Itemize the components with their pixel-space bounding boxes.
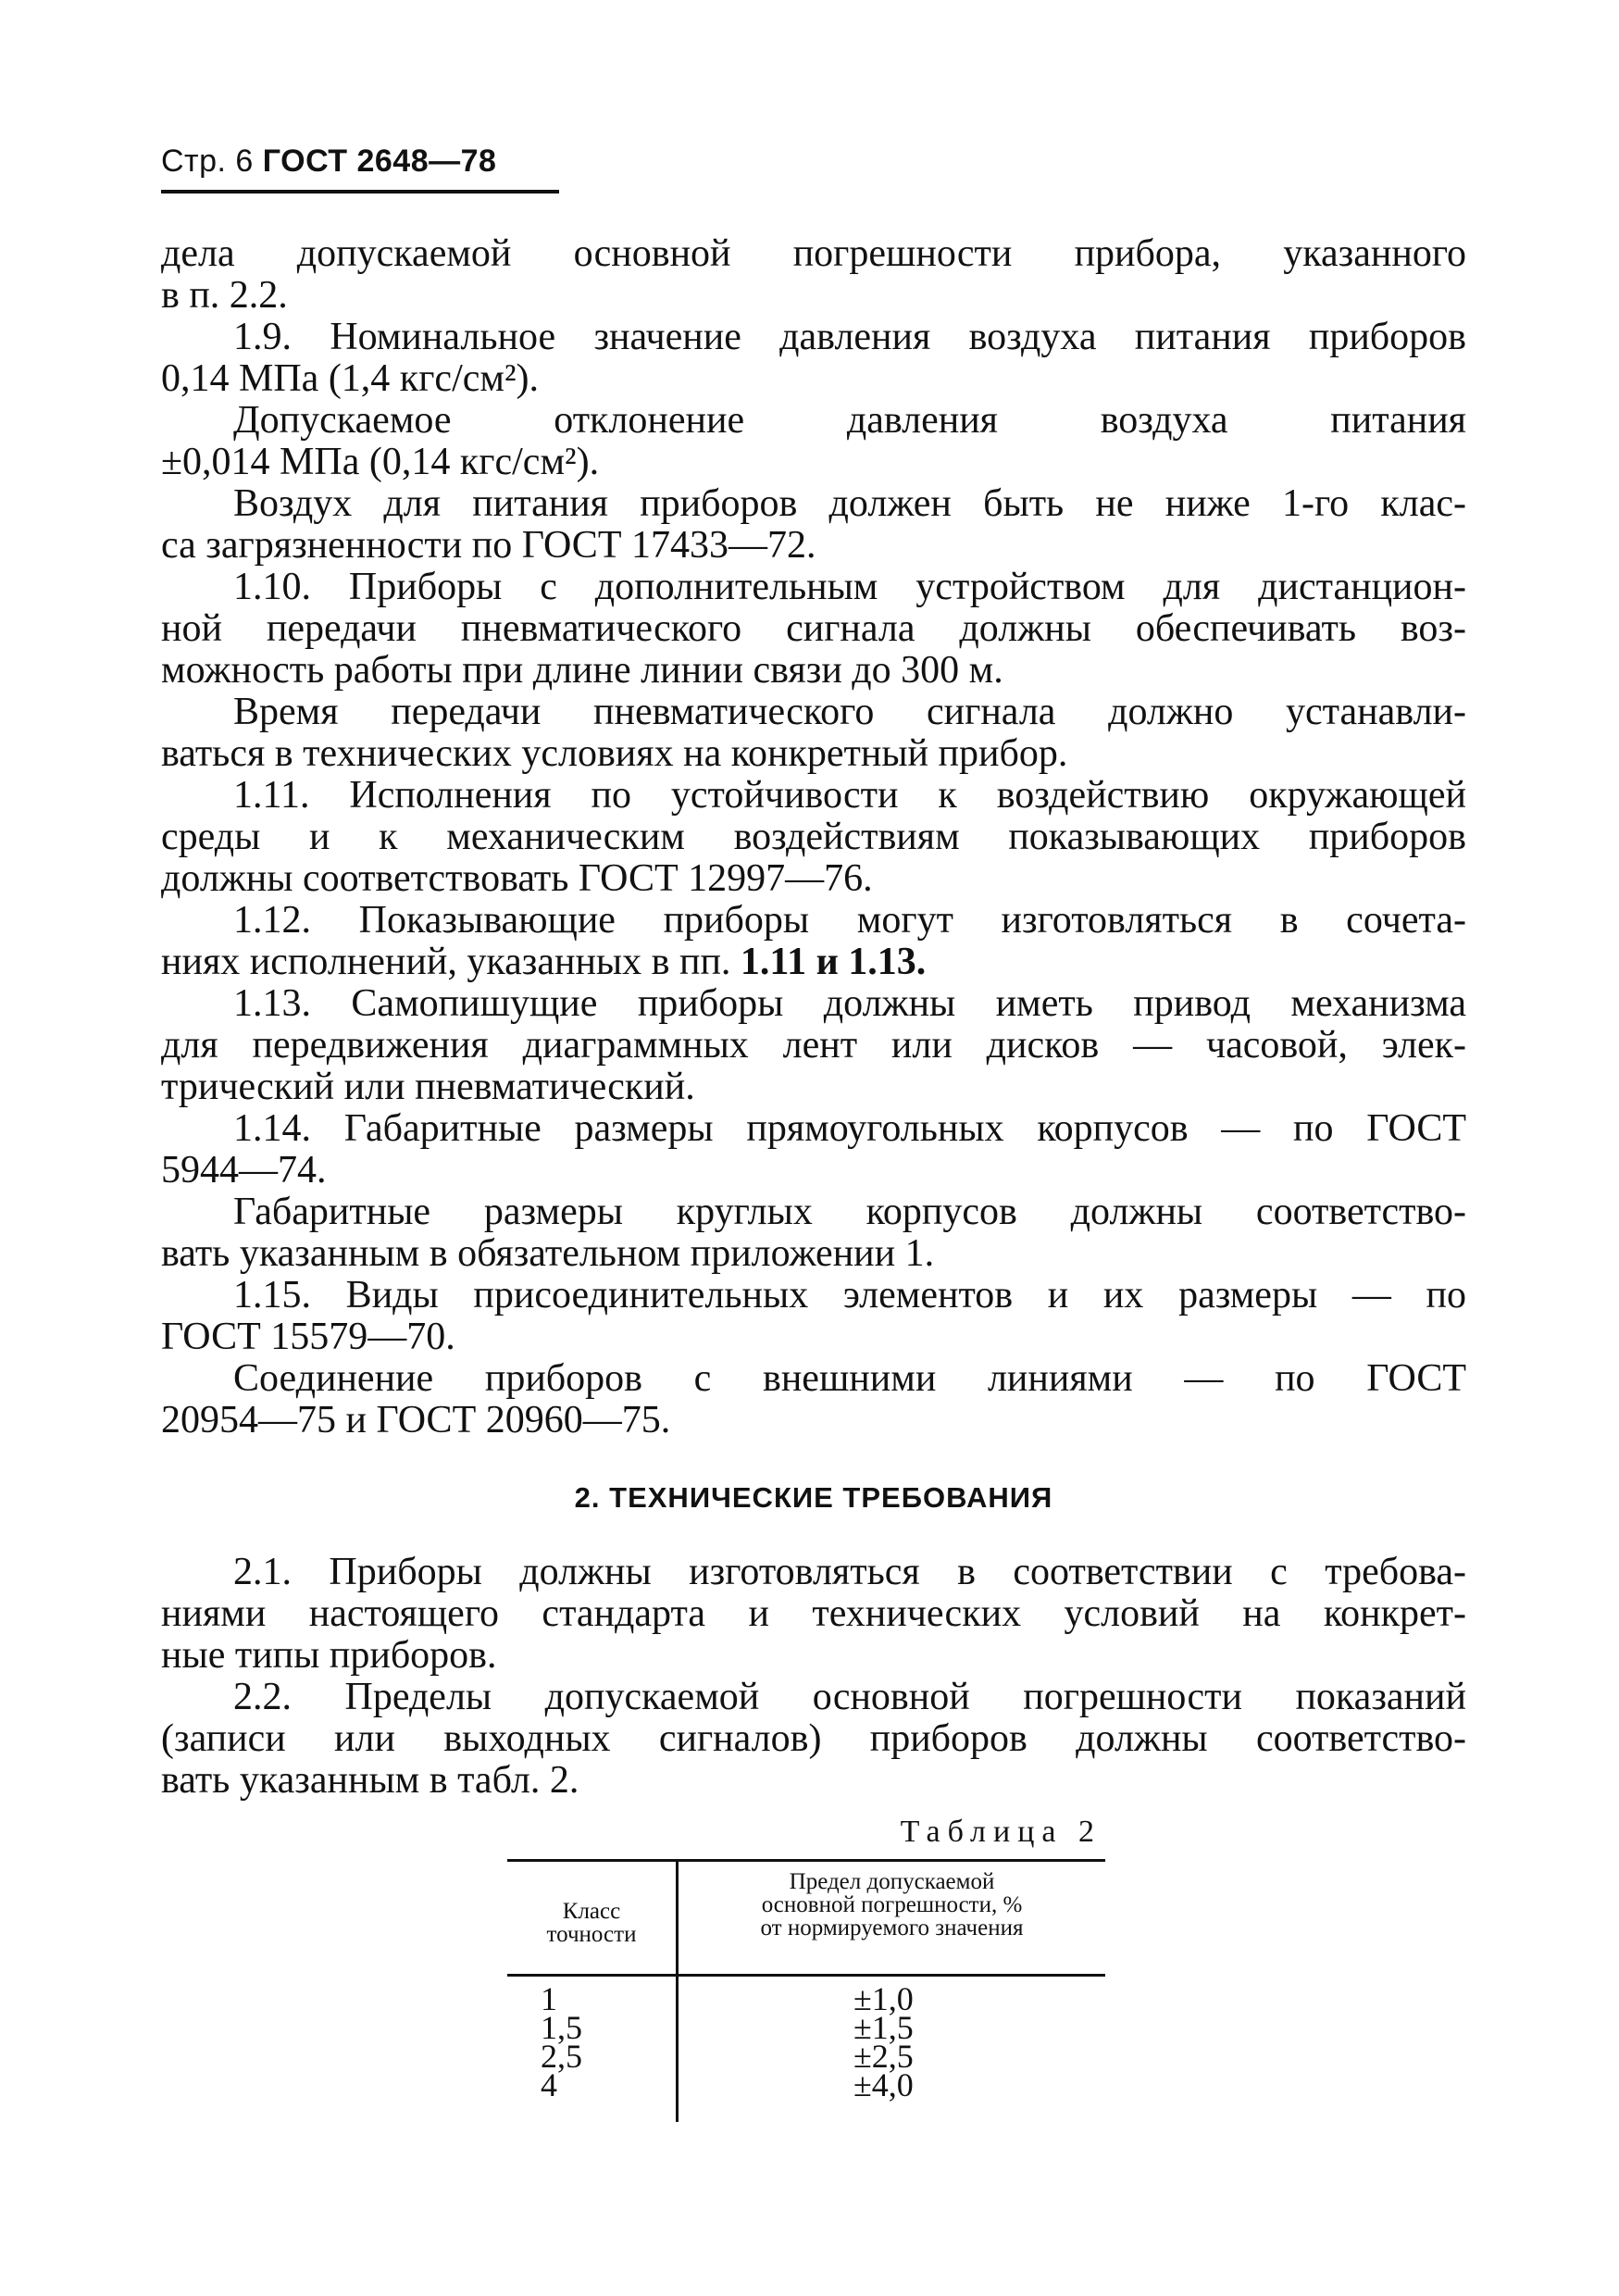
bold-reference: 1.11 и 1.13. xyxy=(740,941,927,983)
text-line: Габаритные размеры круглых корпусов должны соответство- xyxy=(233,1191,1466,1233)
document-code: ГОСТ 2648—78 xyxy=(262,144,497,179)
table-cell: 2,5 xyxy=(541,2038,582,2075)
text-line: Допускаемое отклонение давления воздуха питания xyxy=(233,399,1466,442)
text-line: можность работы при длине линии связи до 300 м. xyxy=(161,649,1003,692)
text-line: 1.11. Исполнения по устойчивости к воздействию окружающей xyxy=(233,774,1466,817)
text-line: Соединение приборов с внешними линиями — по ГОСТ xyxy=(233,1357,1466,1400)
body-text-section-1 xyxy=(161,233,1466,1441)
table-top-rule xyxy=(507,1859,1105,1862)
header-line: Класс xyxy=(562,1899,621,1924)
page-header xyxy=(161,144,496,180)
text-line: 1.9. Номинальное значение давления воздуха питания приборов xyxy=(233,316,1466,358)
text-line: (записи или выходных сигналов) приборов должны соответство- xyxy=(161,1717,1466,1760)
table-cell: 1 xyxy=(541,1980,557,2017)
text-line: в п. 2.2. xyxy=(161,274,288,317)
text-line: вать указанным в табл. 2. xyxy=(161,1759,579,1802)
text-line: трический или пневматический. xyxy=(161,1066,695,1108)
page-number: Стр. 6 xyxy=(161,144,254,179)
table-caption: Таблица 2 xyxy=(900,1815,1102,1849)
text-line: 2.1. Приборы должны изготовляться в соответствии с требова- xyxy=(233,1551,1466,1593)
text-line: 1.15. Виды присоединительных элементов и их размеры — по xyxy=(233,1274,1466,1316)
text-line: ваться в технических условиях на конкретный прибор. xyxy=(161,732,1068,775)
header-line: точности xyxy=(546,1922,637,1947)
text-line: среды и к механическим воздействиям показывающих приборов xyxy=(161,816,1466,858)
error-limit-column xyxy=(853,1980,914,2103)
body-text-section-2 xyxy=(161,1552,1466,1802)
text-line: 1.13. Самопишущие приборы должны иметь привод механизма xyxy=(233,982,1466,1025)
text-line: дела допускаемой основной погрешности прибора, указанного xyxy=(161,232,1466,275)
text-line: 5944—74. xyxy=(161,1149,327,1192)
table-cell: ±4,0 xyxy=(853,2066,914,2103)
table-cell: ±1,5 xyxy=(853,2009,914,2046)
header-line: от нормируемого значения xyxy=(760,1915,1024,1940)
text-line: для передвижения диаграммных лент или дисков — часовой, элек- xyxy=(161,1024,1466,1067)
text-line xyxy=(161,942,1466,983)
header-line: Предел допускаемой xyxy=(789,1869,995,1894)
text-line: ниями настоящего стандарта и технических условий на конкрет- xyxy=(161,1592,1466,1635)
text-line: ные типы приборов. xyxy=(161,1634,497,1677)
text-line: вать указанным в обязательном приложении 1. xyxy=(161,1232,935,1275)
text-line: 2.2. Пределы допускаемой основной погрешности показаний xyxy=(233,1676,1466,1718)
table-cell: ±2,5 xyxy=(853,2038,914,2075)
text-line: ±0,014 МПа (0,14 кгс/см²). xyxy=(161,441,600,483)
table-cell: ±1,0 xyxy=(853,1980,914,2017)
accuracy-class-column xyxy=(541,1980,582,2103)
accuracy-table xyxy=(507,1859,1105,2118)
text-line: Время передачи пневматического сигнала должно устанавли- xyxy=(233,691,1466,733)
text-segment: ниях исполнений, указанных в пп. xyxy=(161,941,731,983)
text-line: ГОСТ 15579—70. xyxy=(161,1316,455,1358)
text-line: 20954—75 и ГОСТ 20960—75. xyxy=(161,1399,671,1441)
header-accuracy-class xyxy=(507,1900,676,1946)
header-line: основной погрешности, % xyxy=(761,1892,1023,1917)
header-error-limit xyxy=(679,1870,1105,1940)
text-line: 0,14 МПа (1,4 кгс/см²). xyxy=(161,357,540,400)
text-line: 1.12. Показывающие приборы могут изготовляться в сочета- xyxy=(233,899,1466,942)
text-line: Воздух для питания приборов должен быть не ниже 1-го клас- xyxy=(233,482,1466,525)
text-line: ной передачи пневматического сигнала должны обеспечивать воз- xyxy=(161,607,1466,650)
text-line: 1.10. Приборы с дополнительным устройством для дистанцион- xyxy=(233,566,1466,608)
table-cell: 1,5 xyxy=(541,2009,582,2046)
section-heading: 2. ТЕХНИЧЕСКИЕ ТРЕБОВАНИЯ xyxy=(574,1481,1053,1514)
table-cell: 4 xyxy=(541,2066,557,2103)
text-line: са загрязненности по ГОСТ 17433—72. xyxy=(161,524,816,567)
text-line: 1.14. Габаритные размеры прямоугольных корпусов — по ГОСТ xyxy=(233,1107,1466,1150)
table-header-rule xyxy=(507,1974,1105,1977)
text-line: должны соответствовать ГОСТ 12997—76. xyxy=(161,857,873,900)
header-rule xyxy=(161,190,559,193)
